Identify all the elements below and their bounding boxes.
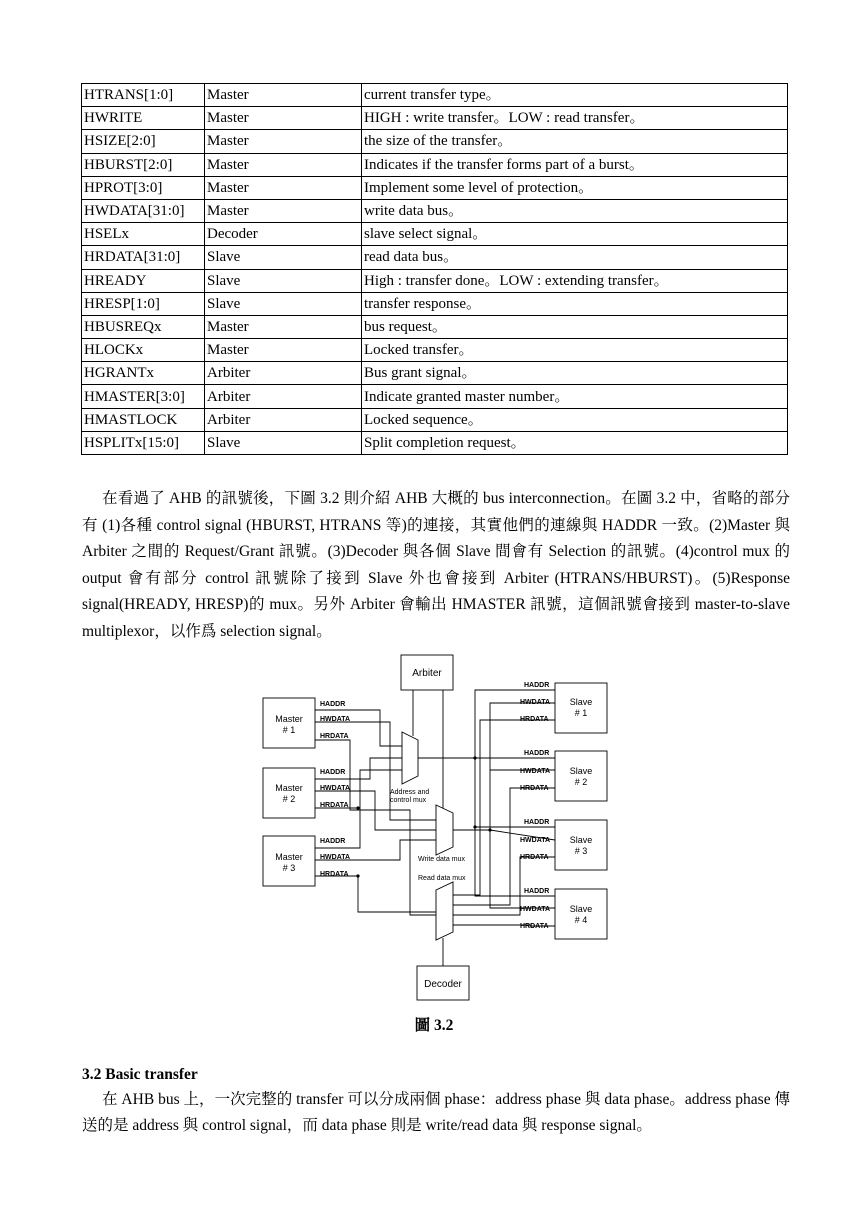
signal-row <box>82 223 788 246</box>
signal-description: HIGH : write transfer。LOW : read transfer。 <box>362 107 788 130</box>
signal-source: Master <box>205 130 362 153</box>
signal-row <box>82 153 788 176</box>
slave-4-num: # 4 <box>574 915 588 925</box>
signal-name: HPROT[3:0] <box>82 176 205 199</box>
signal-description: Implement some level of protection。 <box>362 176 788 199</box>
m1-haddr-label: HADDR <box>320 701 346 708</box>
signal-name: HBUSREQx <box>82 315 205 338</box>
slave-2-label: Slave <box>569 766 593 776</box>
signal-description: Locked sequence。 <box>362 408 788 431</box>
s1-hrdata-label: HRDATA <box>520 716 549 723</box>
s3-hwdata-label: HWDATA <box>520 837 551 844</box>
master-3-num: # 3 <box>282 863 296 873</box>
signal-row <box>82 408 788 431</box>
signal-description: Indicates if the transfer forms part of a burst。 <box>362 153 788 176</box>
write-data-mux <box>436 805 453 855</box>
signal-row <box>82 199 788 222</box>
s4-hrdata-label: HRDATA <box>520 923 549 930</box>
master-2-label: Master <box>275 783 303 793</box>
signal-name: HSPLITx[15:0] <box>82 431 205 454</box>
signal-source: Slave <box>205 246 362 269</box>
slave-1-num: # 1 <box>574 708 588 718</box>
signal-row <box>82 339 788 362</box>
master-2-num: # 2 <box>282 794 296 804</box>
signal-name: HMASTLOCK <box>82 408 205 431</box>
signal-row <box>82 269 788 292</box>
read-data-mux <box>436 882 453 940</box>
signal-name: HBURST[2:0] <box>82 153 205 176</box>
signal-source: Master <box>205 176 362 199</box>
slave-2-num: # 2 <box>574 777 588 787</box>
s2-hrdata-label: HRDATA <box>520 785 549 792</box>
signal-description: Indicate granted master number。 <box>362 385 788 408</box>
signal-source: Slave <box>205 292 362 315</box>
slave-3-label: Slave <box>569 835 593 845</box>
section-paragraph <box>82 1087 790 1139</box>
signal-name: HRDATA[31:0] <box>82 246 205 269</box>
signal-row <box>82 385 788 408</box>
address-control-mux <box>402 732 418 784</box>
signal-description: transfer response。 <box>362 292 788 315</box>
signal-source: Slave <box>205 431 362 454</box>
signal-name: HWRITE <box>82 107 205 130</box>
signal-source: Arbiter <box>205 385 362 408</box>
slave-1-label: Slave <box>569 697 593 707</box>
signal-row <box>82 130 788 153</box>
master-1-label: Master <box>275 714 303 724</box>
signal-description: slave select signal。 <box>362 223 788 246</box>
signal-source: Master <box>205 315 362 338</box>
signal-row <box>82 84 788 107</box>
signal-name: HWDATA[31:0] <box>82 199 205 222</box>
signal-description: High : transfer done。LOW : extending transfer。 <box>362 269 788 292</box>
signal-description: the size of the transfer。 <box>362 130 788 153</box>
decoder-label: Decoder <box>424 979 462 990</box>
signal-source: Decoder <box>205 223 362 246</box>
s2-hwdata-label: HWDATA <box>520 768 551 775</box>
s4-haddr-label: HADDR <box>524 888 550 895</box>
m3-hwdata-label: HWDATA <box>320 854 351 861</box>
s1-haddr-label: HADDR <box>524 682 550 689</box>
signal-description: bus request。 <box>362 315 788 338</box>
signal-description: write data bus。 <box>362 199 788 222</box>
signal-name: HTRANS[1:0] <box>82 84 205 107</box>
section-heading: 3.2 Basic transfer <box>82 1066 198 1083</box>
signal-description: Bus grant signal。 <box>362 362 788 385</box>
slave-4-label: Slave <box>569 904 593 914</box>
signal-name: HLOCKx <box>82 339 205 362</box>
signal-source: Master <box>205 153 362 176</box>
m1-hrdata-label: HRDATA <box>320 733 349 740</box>
signal-source: Master <box>205 84 362 107</box>
m2-hwdata-label: HWDATA <box>320 785 351 792</box>
master-2-box <box>263 768 315 818</box>
signal-name: HREADY <box>82 269 205 292</box>
write-mux-label: Write data mux <box>418 856 465 863</box>
m2-haddr-label: HADDR <box>320 769 346 776</box>
s3-hrdata-label: HRDATA <box>520 854 549 861</box>
signal-name: HMASTER[3:0] <box>82 385 205 408</box>
signal-source: Arbiter <box>205 362 362 385</box>
signal-description: Locked transfer。 <box>362 339 788 362</box>
signal-name: HSIZE[2:0] <box>82 130 205 153</box>
m1-hwdata-label: HWDATA <box>320 716 351 723</box>
slave-3-num: # 3 <box>574 846 588 856</box>
arbiter-label: Arbiter <box>412 668 442 679</box>
slave-2-box <box>555 751 607 801</box>
s2-haddr-label: HADDR <box>524 750 550 757</box>
s4-hwdata-label: HWDATA <box>520 906 551 913</box>
s1-hwdata-label: HWDATA <box>520 699 551 706</box>
signal-row <box>82 176 788 199</box>
signal-name: HGRANTx <box>82 362 205 385</box>
signal-source: Slave <box>205 269 362 292</box>
m3-haddr-label: HADDR <box>320 838 346 845</box>
signal-name: HSELx <box>82 223 205 246</box>
addr-mux-label-1: Address and <box>390 789 430 796</box>
signal-source: Master <box>205 107 362 130</box>
signal-table <box>81 83 788 455</box>
signal-row <box>82 292 788 315</box>
signal-description: Split completion request。 <box>362 431 788 454</box>
signal-description: read data bus。 <box>362 246 788 269</box>
read-mux-label: Read data mux <box>418 875 466 882</box>
signal-source: Master <box>205 339 362 362</box>
m3-hrdata-label: HRDATA <box>320 871 349 878</box>
intro-paragraph <box>82 486 790 646</box>
signal-row <box>82 431 788 454</box>
signal-row <box>82 315 788 338</box>
signal-name: HRESP[1:0] <box>82 292 205 315</box>
slave-3-box <box>555 820 607 870</box>
signal-row <box>82 362 788 385</box>
master-1-num: # 1 <box>282 725 296 735</box>
m2-hrdata-label: HRDATA <box>320 802 349 809</box>
signal-source: Arbiter <box>205 408 362 431</box>
master-3-label: Master <box>275 852 303 862</box>
intro-text: 在看過了 AHB 的訊號後，下圖 3.2 則介紹 AHB 大概的 bus interconnection。在圖 3.2 中，省略的部分有 (1)各種 control signal (HBURST, HTRANS 等)的連接，其實他們的連線與 HADDR 一致。(2)Master 與 Arbiter 之間的 Request/Grant 訊號。(3)Decoder 與各個 Slave 間會有 Selection 的訊號。(4)control mux 的 output 會有部分 control 訊號除了接到 Slave 外也會接到 Arbiter (HTRANS/HBURST)。(5)Response signal(HREADY, HRESP)的 mux。另外 Arbiter 會輸出 HMASTER 訊號，這個訊號會接到 master-to-slave multiplexor，以作爲 selection signal。 <box>82 490 790 640</box>
signal-row <box>82 107 788 130</box>
slave-4-box <box>555 889 607 939</box>
section-text: 在 AHB bus 上，一次完整的 transfer 可以分成兩個 phase：address phase 與 data phase。address phase 傳送的是 address 與 control signal，而 data phase 則是 write/read data 與 response signal。 <box>82 1091 790 1134</box>
signal-description: current transfer type。 <box>362 84 788 107</box>
figure-caption: 圖 3.2 <box>414 1017 454 1034</box>
signal-row <box>82 246 788 269</box>
addr-mux-label-2: control mux <box>390 797 427 804</box>
s3-haddr-label: HADDR <box>524 819 550 826</box>
ahb-interconnect-diagram <box>250 650 620 1005</box>
signal-source: Master <box>205 199 362 222</box>
